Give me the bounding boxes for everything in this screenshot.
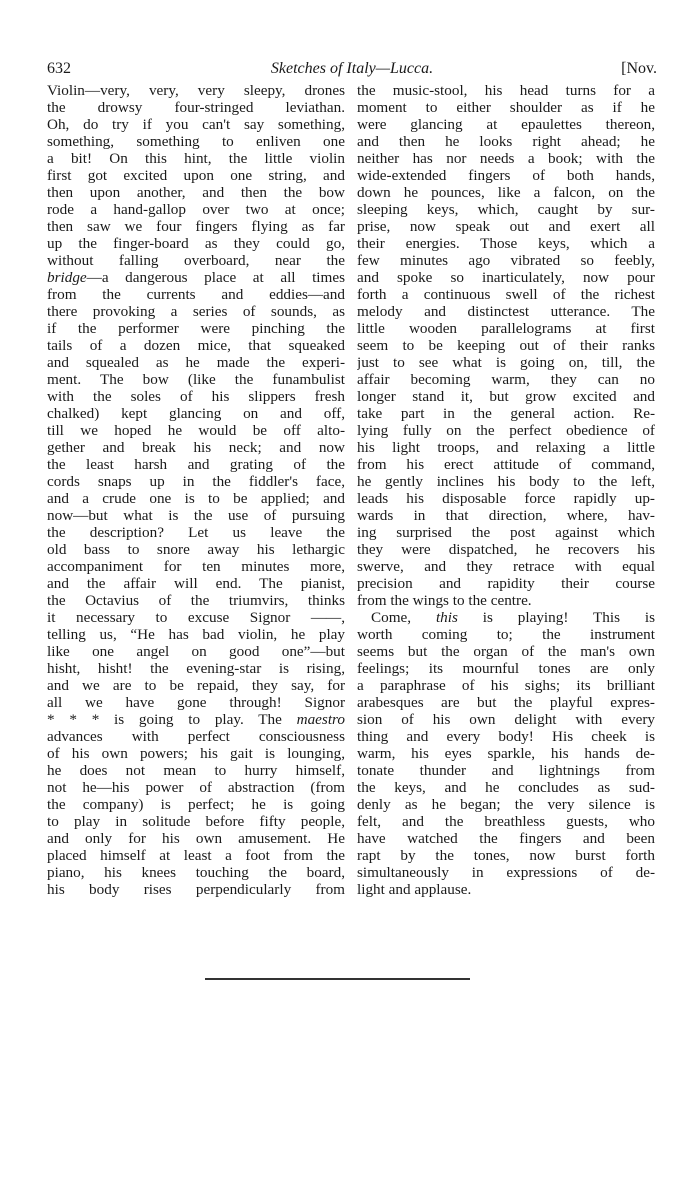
text-line: feelings; its mournful tones are only bbox=[357, 660, 655, 677]
right-text-column bbox=[357, 82, 655, 898]
text-line: and the affair will end. The pianist, bbox=[47, 575, 345, 592]
text-line: like one angel on good one”—but bbox=[47, 643, 345, 660]
text-line: with the soles of his slippers fresh bbox=[47, 388, 345, 405]
italic-text: bridge bbox=[47, 269, 87, 286]
text-line: old bass to snore away his lethargic bbox=[47, 541, 345, 558]
text-line: if the performer were pinching the bbox=[47, 320, 345, 337]
text-line: just to see what is going on, till, the bbox=[357, 354, 655, 371]
text-line: and spoke so inarticulately, now pour bbox=[357, 269, 655, 286]
text-line: then saw we four fingers flying as far bbox=[47, 218, 345, 235]
running-header bbox=[47, 60, 657, 80]
text-line: moment to either shoulder as if he bbox=[357, 99, 655, 116]
text-line: he does not mean to hurry himself, bbox=[47, 762, 345, 779]
text-line: till we hoped he would be off alto- bbox=[47, 422, 345, 439]
text-line: the least harsh and grating of the bbox=[47, 456, 345, 473]
text-line: little wooden parallelograms at first bbox=[357, 320, 655, 337]
text-line: the Octavius of the triumvirs, thinks bbox=[47, 592, 345, 609]
text-line: from the currents and eddies—and bbox=[47, 286, 345, 303]
text-line: cords snaps up in the fiddler's face, bbox=[47, 473, 345, 490]
text-line: all we have gone through! Signor bbox=[47, 694, 345, 711]
text-line: not he—his power of abstraction (from bbox=[47, 779, 345, 796]
text-line: rode a hand-gallop over two at once; bbox=[47, 201, 345, 218]
text-line: arabesques are but the playful expres- bbox=[357, 694, 655, 711]
text-line: seem to be keeping out of their ranks bbox=[357, 337, 655, 354]
text-line: warm, his eyes sparkle, his hands de- bbox=[357, 745, 655, 762]
text-line: the music-stool, his head turns for a bbox=[357, 82, 655, 99]
text-line: seems but the organ of the man's own bbox=[357, 643, 655, 660]
text-line: it necessary to excuse Signor ——, bbox=[47, 609, 345, 626]
text-line: affair becoming warm, they can no bbox=[357, 371, 655, 388]
text-segment: * * * is going to play. The bbox=[47, 711, 297, 728]
text-line: gether and break his neck; and now bbox=[47, 439, 345, 456]
text-line: from the wings to the centre. bbox=[357, 592, 532, 609]
text-line: denly as he began; the very silence is bbox=[357, 796, 655, 813]
italic-text: this bbox=[435, 609, 458, 626]
text-line: then upon another, and then the bow bbox=[47, 184, 345, 201]
text-line: wards in that direction, where, hav- bbox=[357, 507, 655, 524]
page-number: 632 bbox=[47, 60, 71, 77]
running-title: Sketches of Italy—Lucca. bbox=[270, 60, 434, 77]
text-line: of his own powers; his gait is lounging, bbox=[47, 745, 345, 762]
text-line: a paraphrase of his sighs; its brilliant bbox=[357, 677, 655, 694]
text-line: thing and every body! His cheek is bbox=[357, 728, 655, 745]
text-line: Oh, do try if you can't say something, bbox=[47, 116, 345, 133]
text-line: and a crude one is to be applied; and bbox=[47, 490, 345, 507]
text-line: he gently inclines his body to the left, bbox=[357, 473, 655, 490]
text-line: sleeping keys, which, caught by sur- bbox=[357, 201, 655, 218]
text-line: the drowsy four-stringed leviathan. bbox=[47, 99, 345, 116]
text-line: and squealed as he made the experi- bbox=[47, 354, 345, 371]
text-line: lying fully on the perfect obedience of bbox=[357, 422, 655, 439]
text-line bbox=[357, 609, 655, 626]
text-line: precision and rapidity their course bbox=[357, 575, 655, 592]
text-line: and then he looks right ahead; he bbox=[357, 133, 655, 150]
text-line bbox=[47, 711, 345, 728]
text-line: they were dispatched, he recovers his bbox=[357, 541, 655, 558]
text-line: their energies. Those keys, which a bbox=[357, 235, 655, 252]
text-line: tonate thunder and lightnings from bbox=[357, 762, 655, 779]
text-line: rapt by the tones, now burst forth bbox=[357, 847, 655, 864]
text-line: first got excited upon one string, and bbox=[47, 167, 345, 184]
text-line: take part in the general action. Re- bbox=[357, 405, 655, 422]
text-line: placed himself at least a foot from the bbox=[47, 847, 345, 864]
text-line: melody and distinctest utterance. The bbox=[357, 303, 655, 320]
text-line: now—but what is the use of pursuing bbox=[47, 507, 345, 524]
text-line: leads his disposable force rapidly up- bbox=[357, 490, 655, 507]
text-line: without falling overboard, near the bbox=[47, 252, 345, 269]
text-line: felt, and the breathless guests, who bbox=[357, 813, 655, 830]
text-line: simultaneously in expressions of de- bbox=[357, 864, 655, 881]
text-line: worth coming to; the instrument bbox=[357, 626, 655, 643]
text-segment: Come, bbox=[371, 609, 436, 626]
text-line: wide-extended fingers of both hands, bbox=[357, 167, 655, 184]
text-line: his body rises perpendicularly from bbox=[47, 881, 345, 898]
italic-text: maestro bbox=[296, 711, 345, 728]
text-line: longer stand it, but grow excited and bbox=[357, 388, 655, 405]
text-line: and only for his own amusement. He bbox=[47, 830, 345, 847]
text-line: up the finger-board as they could go, bbox=[47, 235, 345, 252]
text-segment: —a dangerous place at all times bbox=[86, 269, 345, 286]
text-line: the company) is perfect; he is going bbox=[47, 796, 345, 813]
text-line: to play in solitude before fifty people, bbox=[47, 813, 345, 830]
text-line: light and applause. bbox=[357, 881, 472, 898]
issue-month: [Nov. bbox=[621, 60, 657, 77]
text-line: and we are to be repaid, they say, for bbox=[47, 677, 345, 694]
text-line: sion of his own delight with every bbox=[357, 711, 655, 728]
text-line: a bit! On this hint, the little violin bbox=[47, 150, 345, 167]
text-line bbox=[47, 269, 345, 286]
text-line: chalked) kept glancing on and off, bbox=[47, 405, 345, 422]
text-line: have watched the fingers and been bbox=[357, 830, 655, 847]
text-line: piano, his knees touching the board, bbox=[47, 864, 345, 881]
text-line: prise, now speak out and exert all bbox=[357, 218, 655, 235]
text-line: swerve, and they retrace with equal bbox=[357, 558, 655, 575]
text-line: there provoking a series of sounds, as bbox=[47, 303, 345, 320]
text-line: were glancing at epaulettes thereon, bbox=[357, 116, 655, 133]
text-line: advances with perfect consciousness bbox=[47, 728, 345, 745]
text-line: his light troops, and relaxing a little bbox=[357, 439, 655, 456]
left-text-column bbox=[47, 82, 345, 898]
text-line: neither has nor needs a book; with the bbox=[357, 150, 655, 167]
text-line: down he pounces, like a falcon, on the bbox=[357, 184, 655, 201]
text-line: Violin—very, very, very sleepy, drones bbox=[47, 82, 345, 99]
text-line: telling us, “He has bad violin, he play bbox=[47, 626, 345, 643]
text-line: the keys, and he concludes as sud- bbox=[357, 779, 655, 796]
text-line: few minutes ago vibrated so feebly, bbox=[357, 252, 655, 269]
text-line: from his erect attitude of command, bbox=[357, 456, 655, 473]
section-end-rule bbox=[205, 978, 470, 980]
text-line: tails of a dozen mice, that squeaked bbox=[47, 337, 345, 354]
text-line: ing surprised the post against which bbox=[357, 524, 655, 541]
text-segment: is playing! This is bbox=[457, 609, 655, 626]
text-line: hisht, hisht! the evening-star is rising, bbox=[47, 660, 345, 677]
text-line: something, something to enliven one bbox=[47, 133, 345, 150]
text-line: the description? Let us leave the bbox=[47, 524, 345, 541]
text-line: forth a continuous swell of the richest bbox=[357, 286, 655, 303]
text-line: accompaniment for ten minutes more, bbox=[47, 558, 345, 575]
text-line: ment. The bow (like the funambulist bbox=[47, 371, 345, 388]
